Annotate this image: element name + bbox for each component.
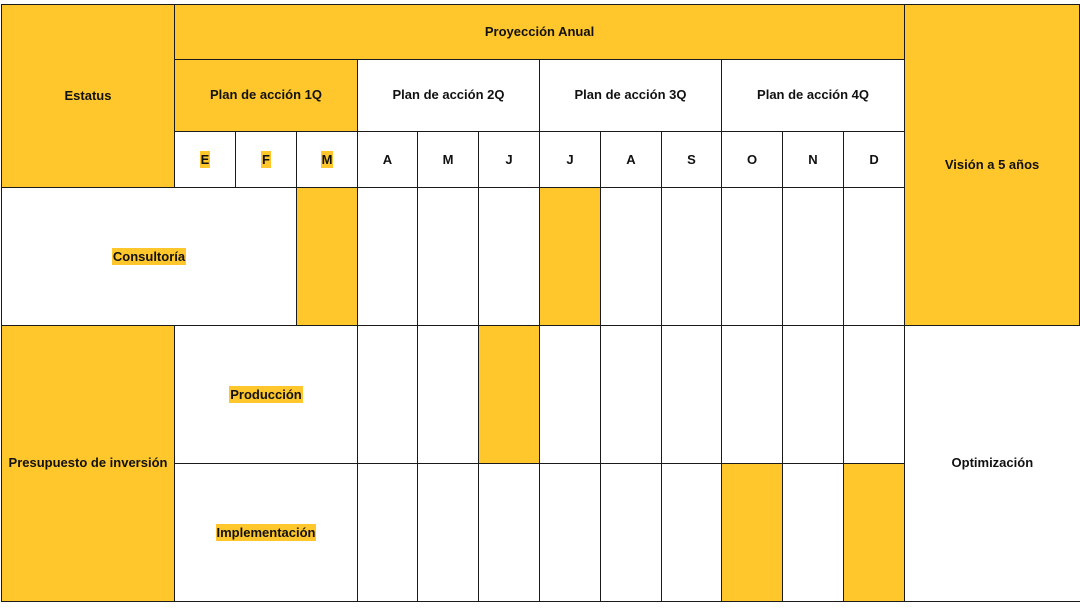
activity-label-cell (2, 188, 297, 326)
gantt-cell (783, 464, 844, 602)
month-cell (479, 132, 540, 188)
optimization-cell (905, 326, 1080, 602)
quarter-4-cell (722, 60, 905, 132)
gantt-cell (540, 464, 601, 602)
month-label: S (687, 152, 696, 167)
month-cell (236, 132, 297, 188)
gantt-cell (479, 188, 540, 326)
header-row (2, 5, 1080, 60)
activity-label: Consultoría (112, 249, 186, 264)
vision-cell (905, 5, 1080, 326)
gantt-cell (662, 188, 722, 326)
month-label: A (626, 152, 636, 167)
gantt-cell (722, 326, 783, 464)
annual-projection-cell (175, 5, 905, 60)
month-label: M (321, 152, 333, 167)
quarter-3-cell (540, 60, 722, 132)
month-label: D (869, 152, 879, 167)
annual-projection-label: Proyección Anual (484, 23, 595, 39)
gantt-cell (418, 464, 479, 602)
month-label: J (505, 152, 513, 167)
gantt-cell (358, 188, 418, 326)
gantt-cell (601, 326, 662, 464)
activity-label-cell (175, 326, 358, 464)
gantt-cell (358, 326, 418, 464)
month-cell (418, 132, 479, 188)
activity-label: Implementación (216, 525, 316, 540)
month-cell (662, 132, 722, 188)
investment-cell (2, 326, 175, 602)
month-cell (297, 132, 358, 188)
annual-plan-table (1, 4, 1080, 602)
quarter-label: Plan de acción 1Q (210, 87, 322, 103)
status-label: Estatus (64, 87, 112, 103)
month-label: O (746, 152, 758, 167)
month-label: M (442, 152, 454, 167)
investment-label: Presupuesto de inversión (8, 455, 168, 471)
gantt-cell (662, 464, 722, 602)
activity-label-cell (175, 464, 358, 602)
month-cell (722, 132, 783, 188)
gantt-cell (418, 326, 479, 464)
gantt-cell (358, 464, 418, 602)
gantt-cell (844, 326, 905, 464)
month-label: A (382, 152, 393, 167)
month-cell (601, 132, 662, 188)
month-cell (175, 132, 236, 188)
gantt-cell (540, 326, 601, 464)
gantt-cell-active (844, 464, 905, 602)
quarter-label: Plan de acción 4Q (757, 87, 870, 103)
gantt-cell (783, 188, 844, 326)
quarter-2-cell (358, 60, 540, 132)
month-cell (358, 132, 418, 188)
month-label: N (808, 152, 818, 167)
gantt-cell-active (722, 464, 783, 602)
quarter-1-cell (175, 60, 358, 132)
month-cell (783, 132, 844, 188)
gantt-cell-active (479, 326, 540, 464)
quarter-label: Plan de acción 3Q (574, 87, 687, 103)
gantt-cell (418, 188, 479, 326)
gantt-cell (479, 464, 540, 602)
gantt-cell-active (540, 188, 601, 326)
status-header-cell (2, 5, 175, 188)
gantt-cell (722, 188, 783, 326)
gantt-cell (601, 188, 662, 326)
quarter-label: Plan de acción 2Q (392, 87, 505, 103)
activity-label: Producción (230, 387, 302, 402)
month-cell (540, 132, 601, 188)
month-label: E (200, 152, 210, 167)
gantt-cell (601, 464, 662, 602)
gantt-cell (662, 326, 722, 464)
gantt-cell (783, 326, 844, 464)
optimization-label: Optimización (951, 455, 1034, 471)
activity-row-produccion (2, 326, 1080, 464)
month-label: F (262, 152, 270, 167)
vision-label: Visión a 5 años (944, 156, 1040, 172)
gantt-cell-active (297, 188, 358, 326)
month-label: J (566, 152, 574, 167)
month-cell (844, 132, 905, 188)
